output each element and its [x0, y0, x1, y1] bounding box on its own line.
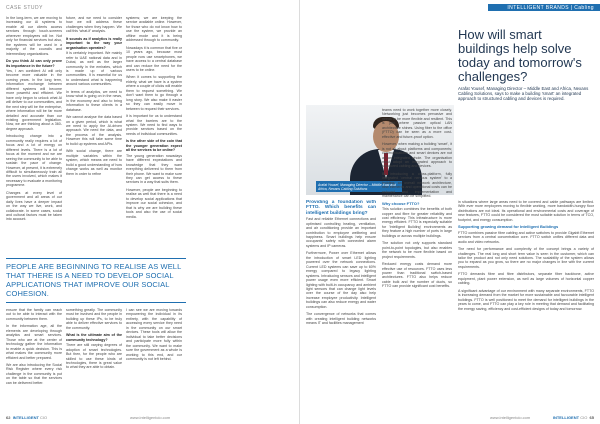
page-number: 62 — [6, 415, 11, 420]
footer-brand: INTELLIGENT — [12, 415, 39, 420]
paragraph: However, people are beginning to realise as well that there is a need to develop social applications that improve our social cohesion, and that is why we are building these tools and also the use of social media. — [126, 187, 182, 219]
text-column-1 — [6, 16, 62, 225]
footer-brand-suffix: CIO — [580, 415, 588, 420]
paragraph: This solution combines the benefits of both copper and fibre for greater reliability and cost efficiency. This infrastructure is more energy efficient. FTTO is especially suitable for 'Intelligent Building' environments as they feature a high number of ports in large buildings or across multiple buildings. — [382, 207, 452, 238]
article-column-b — [382, 108, 452, 292]
paragraph: It is important for us to understand what the barriers are to the system. We need to find ways to provide services based on the needs of individual communities. — [126, 114, 182, 136]
paragraph: FTTO combines passive fibre cabling and active switches to provide Gigabit Ethernet services from a central concentration core. FTTO switch unifies different data and audio and video networks. — [458, 230, 594, 244]
paragraph: FTTO demands fibre and fibre distributors, separate fiber backbone, active equipment, plant power extension, as well as large volumes of horizontal copper cabling. — [458, 272, 594, 286]
subheading: Why choose FTTO? — [382, 200, 420, 206]
paragraph: We cannot analyse the data based on a given period, which is what we need to apply the AI-driven approach. We need the data, and the process of the analysis. However this will take some time to build up systems and APIs. — [66, 115, 122, 146]
paragraph: Introducing change into a community really requires a lot of focus and a lot of energy on different levels. There is a lot of focus at the moment and we are seeing the community to be able to sustain the pace of change. However, at present, it is extremely difficult to simultaneously train all the users involved, which makes it necessary to evaluate a monitoring programme. — [6, 134, 62, 188]
paragraph: However, when making a building 'smart', it is not all about platforms and components; communications and smart devices are not as an integrated whole. The organisation must adopt an integrated approach to structured cabling and devices. — [382, 142, 452, 169]
interview-question: Do you think AI can only prove its importance in the future? — [6, 59, 62, 68]
paragraph: In terms of analytics, we need to know what is going on in the news, in the economy and also to bring information to these clients in a database. — [66, 89, 122, 112]
paragraph: With social change, there are multiple variables within the system, which means we need to build a good understanding of how change works as well as monitor them in order to refine — [66, 149, 122, 176]
paragraph: In the long-term, we are moving to increasing our AI systems to enable all our clients access services through touch-screens wherever employees will be. Not only for financial services but also, the systems will be used in a majority of the councils and intermediary organizations. — [6, 16, 62, 56]
paragraph: Changes at every level of government and all areas of our daily lives have a deeper impact on the way we live, work, and collaborate. In some cases, social and cultural factors must be taken into account. — [6, 190, 62, 222]
paragraph: By introducing a cross-platform, fully integrated 'central nervous system' to a building, an overall network architecture, new elements and operational costs can be reduced and implementation and maintenance can be simplified. — [382, 171, 452, 199]
paragraph: ensure that the family can reach out to be able to interact with the community between them. — [6, 308, 62, 321]
paragraph: The young generation nowadays have different expectations and knowledge that they want everything delivered to them from their phone. We want to make sure they can get access to these services in a way that suits them. — [126, 153, 182, 185]
article-column-a — [306, 200, 376, 329]
paragraph: in situations where large areas need to be covered and cable pathways are limited. With ever more employees moving to flexible working, more bandwidth-hungry floor distributions are not ideal. Its operational and environmental costs and coverage of new features, FTTO could be considered the most suitable solution in terms of TCO, footprint, and energy consumption. — [458, 200, 594, 222]
paragraph: future, and we need to consider how we will address these challenges when they happen. We call this 'what-if' analysis. — [66, 16, 122, 34]
footer-left — [6, 415, 47, 420]
paragraph: The convergence of networks that comes with creating intelligent building networks means IT and facilities management — [306, 312, 376, 326]
subheading: Providing a foundation with FTTO. Which benefits can intelligent buildings bring? — [306, 200, 376, 216]
section-tag: CASE STUDY — [6, 5, 43, 11]
section-tag-bar — [300, 0, 600, 14]
paragraph: A significant advantage of our environment with many separate environments, FTTO is increasing demand from the market for more sustainable and favourable intelligent buildings. FTTO is well positioned to meet the demand for intelligent buildings in the years to come, and FTTO can play a key role in meeting that demand and facilitating the energy saving, efficiency and cost-efficient designs of today and tomorrow. — [458, 288, 594, 311]
paragraph: Reduced energy costs demand more effective use of resources. FTTO uses less power than traditional switch-based architectures. FTTO also helps reduce cable bulk and the number of ducts, so FTTO can provide significant cost benefits. — [382, 262, 452, 289]
footer-url[interactable]: www.intelligentcio.com — [130, 415, 171, 420]
text-column-2-bottom — [66, 308, 122, 373]
text-column-3 — [126, 16, 182, 222]
paragraph: Fast and reliable Ethernet connections and optimised controlling heating, ventilation, and air conditioning provide an important contribution to employee wellbeing and happiness. Smart buildings help ensure occupants' safety with connected alarm systems and IP cameras. — [306, 217, 376, 248]
paragraph: Furthermore, Power over Ethernet allows the introduction of smart LED lighting powered over the network connections. Current LED systems can save up to 60% energy compared to legacy lighting systems. Introducing sensors and intelligent power usage even more efficient. Smart lighting with built-in occupancy and ambient light sensors that can change light levels over the course of the day also help increase employee productivity. Intelligent buildings can also reduce energy and water consumption. — [306, 251, 376, 309]
pullquote-rule-bottom — [6, 302, 186, 303]
page-number: 65 — [589, 415, 594, 420]
paragraph: teams need to work together more closely. Networking just becomes pervasive and needs to be more flexible and resilient. This is just where passive optical LAN architecture shines. Using fiber to the office (FTTO) can be seen as a more cost-effective and future-proof option. — [382, 108, 452, 139]
article-title: How will smart buildings help solve today and tomorrow's challenges? — [458, 27, 582, 84]
paragraph: In the information age, all the elements are developing through analytics and smart services. Those who are at the center of technology gather the information to enable a quick decision. This is what makes the community more efficient and better prepared. — [6, 324, 62, 360]
subheading: Supporting growing demand for Intelligent Buildings — [458, 224, 559, 230]
pullquote: PEOPLE ARE BEGINNING TO REALISE AS WELL THAT THERE IS A NEED TO DEVELOP SOCIAL APPLICATIONS THAT IMPROVE OUR SOCIAL COHESION. — [6, 262, 182, 298]
photo-caption: Arafat Yousef, Managing Director – Middle East and Africa, Nexans Cabling Solutions — [316, 181, 402, 192]
pullquote-rule-top — [6, 258, 186, 259]
interview-question: What is the ultimate aim of the community technology? — [66, 333, 122, 342]
paragraph: Nowadays it is common that five or 10 years ago, because most people now use smartphones, we have access to a central database and can reduce the need for the users to be online. — [126, 45, 182, 72]
section-tag: INTELLIGENT BRANDS | Cabling — [507, 5, 594, 11]
interview-question: It sounds as if analytics is really important to the way your organisation operates? — [66, 36, 122, 50]
right-page — [300, 0, 600, 424]
interview-question: Is the other side of the coin that the younger generation expect all the services to be online? — [126, 139, 182, 153]
paragraph: Yes, I am confident AI will only become more valuable in the coming years. In the long term, information exchange between different systems will become more powerful and efficient. We have only begun to unlock what AI will deliver to our communities, and the next step will be the enterprise, where information will be far more detailed and accurate than our existing government legislation. Now, we are thinking about a 360-degree approach. — [6, 68, 62, 131]
paragraph: The need for performance and complexity of the concept brings a variety of challenges. The real long and short term value is seen in the customer, which can tailor the product and not only need solutions. The scalability of the system allows you to expand as you grow, so there are no major changes in line with the current requirements. — [458, 247, 594, 269]
footer-right — [553, 415, 594, 420]
paragraph: something greatly. The community must be involved and the people in building up these IPs, to be truly able to deliver effective services to the community. — [66, 308, 122, 330]
text-column-3-bottom — [126, 308, 182, 364]
footer-url[interactable]: www.intelligentcio.com — [490, 415, 531, 420]
paragraph: The solution not only supports standard point-to-point topologies, but also enables the network to be more flexible based on project requirements. — [382, 241, 452, 259]
text-column-2 — [66, 16, 122, 179]
paragraph: It is certainly important. We mainly refer to UAE national data and in Dubai, as well as the larger community in the emirates, which is made up of various communities. It is essential for us to understand what is happening around various communities. — [66, 51, 122, 87]
article-column-c — [458, 200, 594, 314]
standfirst: Arafat Yousef, Managing Director – Middle East and Africa, Nexans Cabling Solutions, says to make a building 'smart' an integrated approach to structured cabling and devices is required. — [458, 86, 589, 102]
footer-brand: INTELLIGENT — [552, 415, 580, 420]
paragraph: systems; we are keeping the service available online. However, for those who do not know how to use the system, we provide an offline mode and it is being addressed through to community. — [126, 16, 182, 43]
paragraph: I can see we are moving towards empowering the individual in its entirety, with the capability of accessing every service they need in the community on our smart devices. These tools will allow the individual to take better decisions and participate more fully within the community. We want to make sure the government as a whole is working to this end, and our community is not left behind. — [126, 308, 182, 361]
text-column-1-bottom — [6, 308, 62, 388]
paragraph: When it comes to supporting the elderly, what we have is a system where a couple of clicks will enable them to request something. We don't want them to go through a long story. We also make it easier so they can easily move in between to request their services. — [126, 75, 182, 111]
paragraph: We are also introducing the Social Risk Register where every risk challenge in the community is put on the table so that the services can be delivered better. — [6, 362, 62, 385]
footer-brand-suffix: CIO — [40, 415, 48, 420]
paragraph: There are still varying degrees of adoption of smart technologies. But then, for the people who are skilled to use these kinds of technologies, there is great value to what they are able to obtain. — [66, 343, 122, 370]
